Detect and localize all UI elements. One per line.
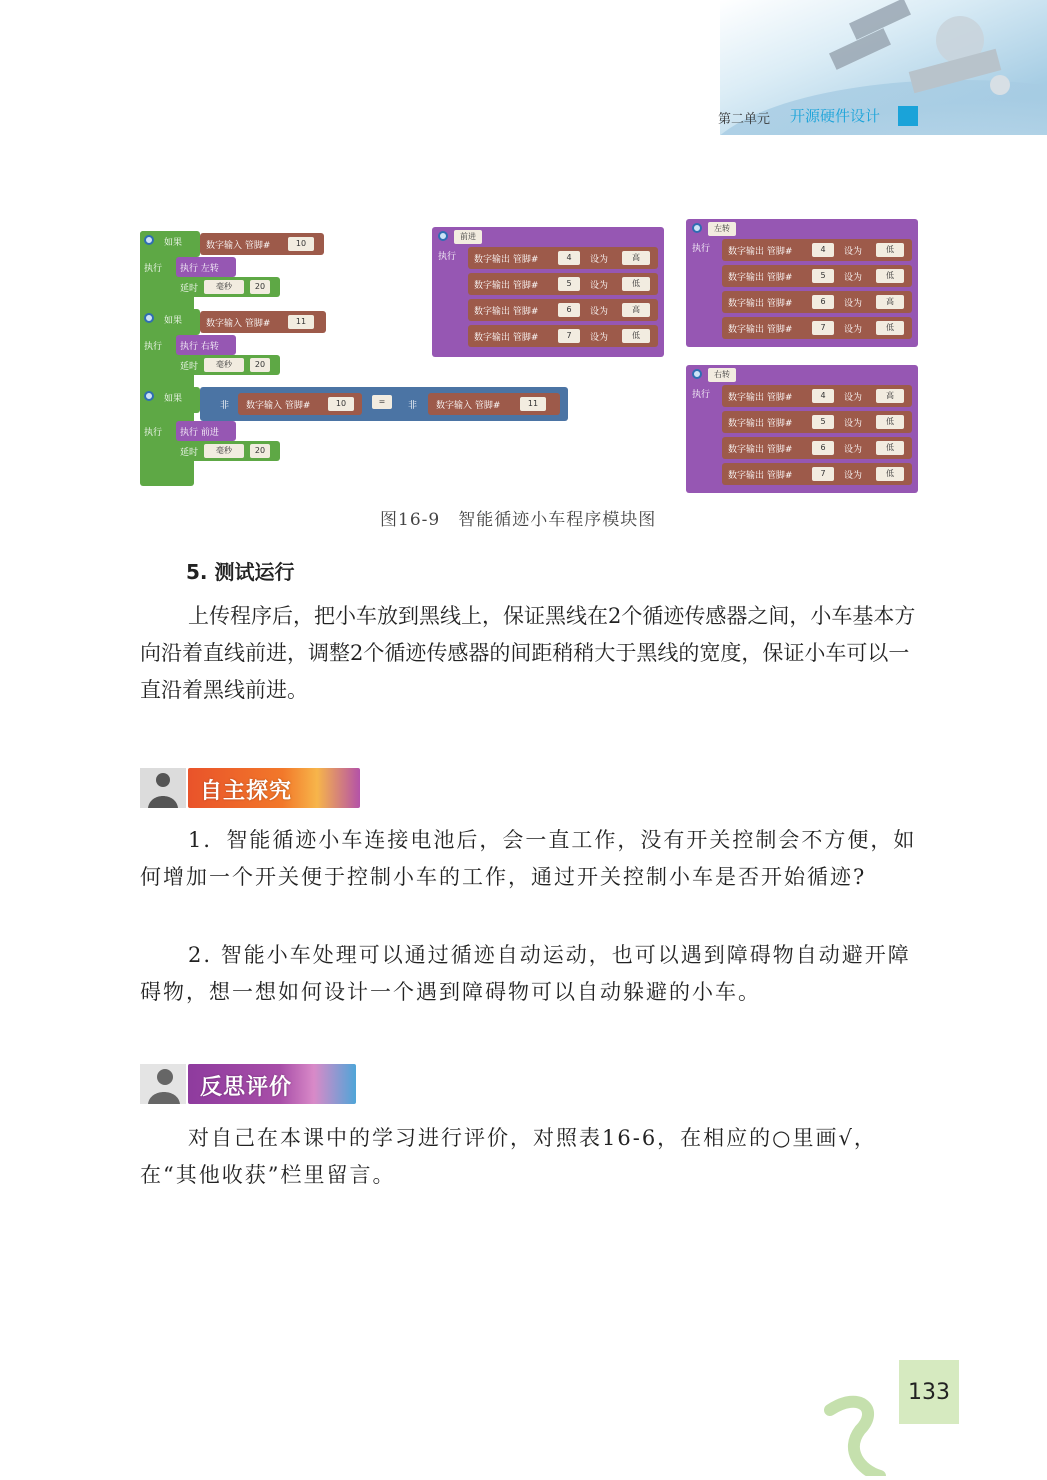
digital-in-label: 数字输入 管脚# (246, 401, 311, 411)
procedure-name: 左转 (708, 222, 736, 236)
section-heading: 5. 测试运行 (186, 560, 295, 584)
level-value: 低 (876, 415, 904, 429)
pin-value: 11 (288, 315, 314, 329)
explore-question-2: 2. 智能小车处理可以通过循迹自动运动，也可以遇到障碍物自动避开障碍物，想一想如何设计一个遇到障碍物可以自动躲避的小车。 (140, 943, 911, 1004)
do-label: 执行 (144, 428, 163, 438)
gear-icon (144, 391, 154, 401)
digital-out-label: 数字输出 管脚# (474, 307, 539, 317)
do-label: 执行 (438, 252, 457, 262)
person-silhouette-icon (140, 1064, 186, 1104)
digital-out-label: 数字输出 管脚# (474, 281, 539, 291)
pin-value: 6 (558, 303, 580, 317)
set-label: 设为 (844, 273, 863, 283)
do-label: 执行 (144, 264, 163, 274)
digital-out-label: 数字输出 管脚# (728, 325, 793, 335)
if-label: 如果 (164, 238, 183, 248)
set-label: 设为 (590, 281, 609, 291)
do-label: 执行 (692, 390, 711, 400)
set-label: 设为 (844, 471, 863, 481)
delay-unit: 毫秒 (204, 280, 244, 294)
do-label: 执行 (144, 342, 163, 352)
pin-value: 11 (520, 397, 546, 411)
set-label: 设为 (590, 307, 609, 317)
pin-value: 4 (812, 243, 834, 257)
digital-out-label: 数字输出 管脚# (728, 445, 793, 455)
explore-title: 自主探究 (200, 779, 293, 804)
set-label: 设为 (844, 247, 863, 257)
procedure-name: 前进 (454, 230, 482, 244)
not-label: 非 (408, 401, 418, 411)
gear-icon (144, 235, 154, 245)
header-accent-square (898, 106, 918, 126)
level-value: 高 (876, 389, 904, 403)
pin-value: 7 (812, 321, 834, 335)
pin-value: 5 (812, 269, 834, 283)
do-label: 执行 (692, 244, 711, 254)
pin-value: 6 (812, 295, 834, 309)
delay-unit: 毫秒 (204, 358, 244, 372)
digital-out-label: 数字输出 管脚# (728, 299, 793, 309)
block-program-diagram (138, 215, 920, 500)
delay-value: 20 (250, 444, 270, 458)
reflect-banner (140, 1064, 356, 1104)
gear-icon (438, 231, 448, 241)
header-chapter-title: 开源硬件设计 (790, 107, 881, 125)
digital-out-label: 数字输出 管脚# (728, 471, 793, 481)
pin-value: 6 (812, 441, 834, 455)
pin-value: 4 (558, 251, 580, 265)
digital-in-label: 数字输入 管脚# (206, 241, 271, 251)
set-label: 设为 (844, 419, 863, 429)
set-label: 设为 (844, 445, 863, 455)
gear-icon (692, 223, 702, 233)
pin-value: 7 (558, 329, 580, 343)
procedure-name: 右转 (708, 368, 736, 382)
reflect-title: 反思评价 (200, 1075, 293, 1100)
digital-out-label: 数字输出 管脚# (728, 247, 793, 257)
pin-value: 10 (288, 237, 314, 251)
explore-title-tag (188, 768, 360, 808)
delay-label: 延时 (180, 448, 199, 458)
pin-value: 5 (558, 277, 580, 291)
pin-value: 10 (328, 397, 354, 411)
call-right-label: 执行 右转 (180, 342, 219, 352)
person-silhouette-icon (140, 768, 186, 808)
not-label: 非 (220, 401, 230, 411)
level-value: 低 (876, 321, 904, 335)
level-value: 高 (876, 295, 904, 309)
reflect-body: 对自己在本课中的学习进行评价，对照表16-6，在相应的○里画√，在“其他收获”栏里留言。 (140, 1126, 877, 1187)
set-label: 设为 (844, 299, 863, 309)
level-value: 高 (622, 251, 650, 265)
gear-icon (144, 313, 154, 323)
delay-label: 延时 (180, 284, 199, 294)
call-forward-label: 执行 前进 (180, 428, 219, 438)
call-left-label: 执行 左转 (180, 264, 219, 274)
digital-in-label: 数字输入 管脚# (436, 401, 501, 411)
section-body: 上传程序后，把小车放到黑线上，保证黑线在2个循迹传感器之间，小车基本方向沿着直线前进，调整2个循迹传感器的间距稍稍大于黑线的宽度，保证小车可以一直沿着黑线前进。 (140, 604, 916, 702)
set-label: 设为 (844, 393, 863, 403)
level-value: 低 (876, 243, 904, 257)
pin-value: 5 (812, 415, 834, 429)
explore-banner (140, 768, 360, 808)
digital-in-label: 数字输入 管脚# (206, 319, 271, 329)
delay-unit: 毫秒 (204, 444, 244, 458)
level-value: 低 (876, 467, 904, 481)
figure-caption: 图16-9 智能循迹小车程序模块图 (380, 510, 657, 530)
digital-out-label: 数字输出 管脚# (474, 255, 539, 265)
level-value: 低 (876, 269, 904, 283)
pin-value: 4 (812, 389, 834, 403)
reflect-title-tag (188, 1064, 356, 1104)
level-value: 低 (622, 329, 650, 343)
page-number: 133 (908, 1380, 950, 1405)
pin-value: 7 (812, 467, 834, 481)
level-value: 低 (622, 277, 650, 291)
digital-out-label: 数字输出 管脚# (728, 393, 793, 403)
gear-icon (692, 369, 702, 379)
explore-question-1: 1．智能循迹小车连接电池后，会一直工作，没有开关控制会不方便，如何增加一个开关便于控制小车的工作，通过开关控制小车是否开始循迹? (140, 828, 917, 889)
delay-label: 延时 (180, 362, 199, 372)
level-value: 低 (876, 441, 904, 455)
delay-value: 20 (250, 358, 270, 372)
set-label: 设为 (590, 333, 609, 343)
digital-out-label: 数字输出 管脚# (728, 419, 793, 429)
digital-out-label: 数字输出 管脚# (728, 273, 793, 283)
delay-value: 20 (250, 280, 270, 294)
header-unit-label: 第二单元 (718, 112, 771, 127)
set-label: 设为 (844, 325, 863, 335)
if-label: 如果 (164, 394, 183, 404)
eq-operator: = (372, 395, 392, 409)
level-value: 高 (622, 303, 650, 317)
set-label: 设为 (590, 255, 609, 265)
if-label: 如果 (164, 316, 183, 326)
digital-out-label: 数字输出 管脚# (474, 333, 539, 343)
